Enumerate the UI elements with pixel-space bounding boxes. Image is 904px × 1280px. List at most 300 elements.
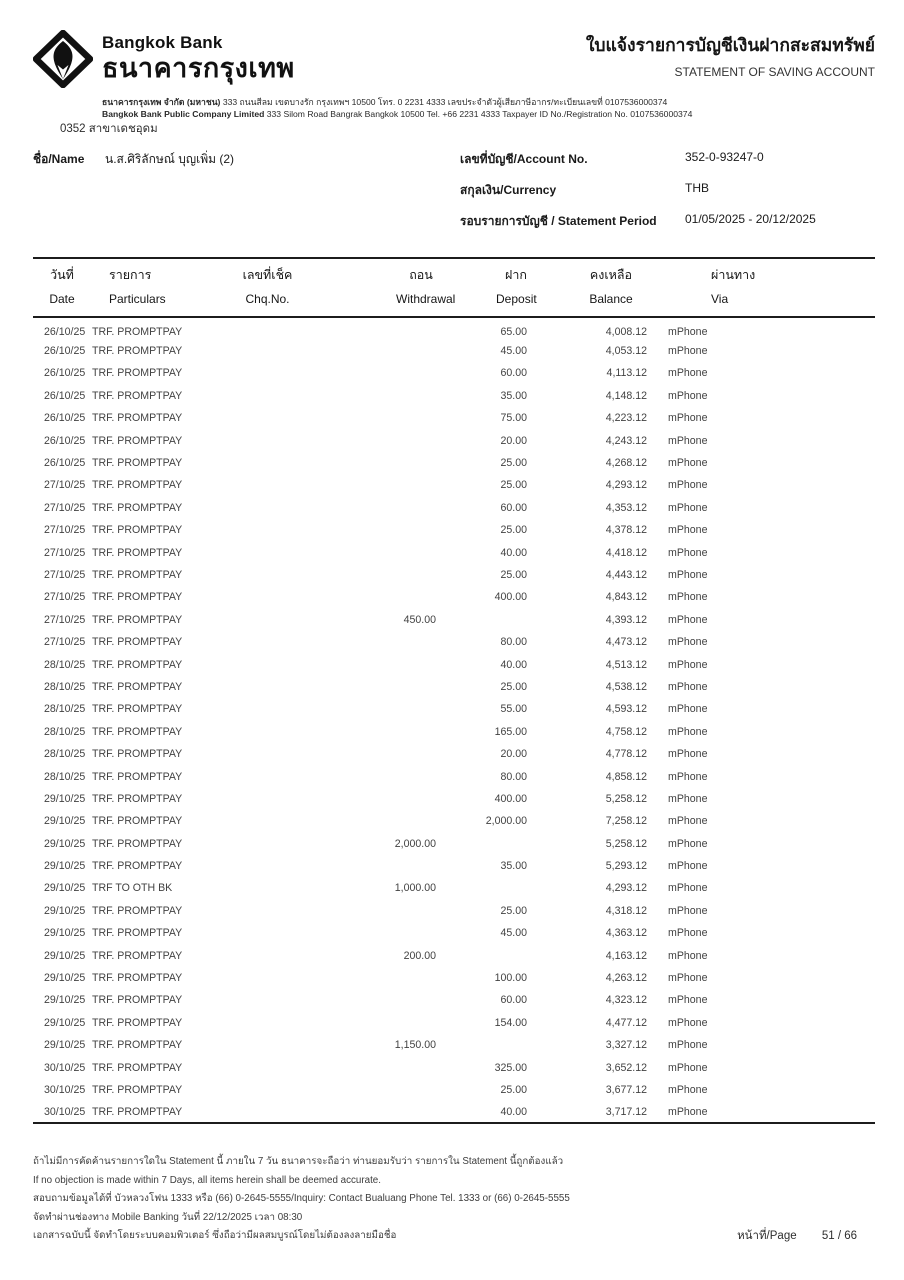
cell-particulars: TRF. PROMPTPAY	[92, 546, 183, 559]
cell-chqno	[231, 832, 316, 854]
footnote-computer-generated: เอกสารฉบับนี้ จัดทำโดยระบบคอมพิวเตอร์ ซึ่งถือว่ามีผลสมบูรณ์โดยไม่ต้องลงลายมือชื่อ	[33, 1230, 397, 1241]
transaction-row	[33, 630, 875, 652]
cell-via: mPhone	[668, 815, 708, 828]
cell-via: mPhone	[668, 345, 708, 358]
cell-withdrawal	[316, 541, 446, 563]
transaction-row	[33, 519, 875, 541]
bank-address-th	[102, 97, 822, 109]
bank-address-th-bold: ธนาคารกรุงเทพ จำกัด (มหาชน)	[102, 97, 221, 107]
cell-date: 28/10/25	[44, 680, 86, 693]
cell-particulars: TRF. PROMPTPAY	[92, 479, 183, 492]
cell-particulars: TRF. PROMPTPAY	[92, 703, 183, 716]
cell-date: 28/10/25	[44, 770, 86, 783]
cell-particulars: TRF. PROMPTPAY	[92, 972, 183, 985]
transaction-row	[33, 1034, 875, 1056]
cell-deposit: 25.00	[500, 568, 527, 581]
cell-particulars: TRF. PROMPTPAY	[92, 367, 183, 380]
cell-via: mPhone	[668, 412, 708, 425]
bangkok-bank-logo-icon	[33, 30, 93, 88]
cell-particulars: TRF. PROMPTPAY	[92, 792, 183, 805]
cell-chqno	[231, 698, 316, 720]
cell-balance: 3,327.12	[605, 1039, 647, 1052]
cell-date: 29/10/25	[44, 815, 86, 828]
cell-chqno	[231, 362, 316, 384]
cell-balance: 4,593.12	[605, 703, 647, 716]
transaction-row	[33, 899, 875, 921]
cell-withdrawal: 1,150.00	[394, 1039, 436, 1052]
cell-chqno	[231, 608, 316, 630]
cell-via: mPhone	[668, 837, 708, 850]
cell-date: 29/10/25	[44, 1039, 86, 1052]
cell-deposit: 60.00	[500, 501, 527, 514]
cell-date: 26/10/25	[44, 412, 86, 425]
transaction-row	[33, 922, 875, 944]
col-header-via-th: ผ่านทาง	[711, 268, 756, 282]
cell-date: 30/10/25	[44, 1061, 86, 1074]
cell-date: 29/10/25	[44, 882, 86, 895]
brand-name-th: ธนาคารกรุงเทพ	[102, 53, 295, 83]
cell-withdrawal	[316, 586, 446, 608]
cell-deposit: 65.00	[500, 325, 527, 338]
transaction-row	[33, 966, 875, 988]
cell-withdrawal	[316, 698, 446, 720]
cell-particulars: TRF. PROMPTPAY	[92, 345, 183, 358]
cell-via: mPhone	[668, 748, 708, 761]
cell-chqno	[231, 810, 316, 832]
cell-chqno	[231, 1078, 316, 1100]
cell-balance: 4,293.12	[605, 479, 647, 492]
cell-chqno	[231, 653, 316, 675]
cell-withdrawal	[316, 966, 446, 988]
col-header-deposit-th: ฝาก	[505, 268, 527, 282]
bank-address-en	[102, 109, 822, 121]
transaction-row	[33, 989, 875, 1011]
cell-withdrawal	[316, 429, 446, 451]
cell-chqno	[231, 474, 316, 496]
transaction-row	[33, 429, 875, 451]
cell-deposit: 2,000.00	[485, 815, 527, 828]
col-header-via-en: Via	[711, 292, 729, 306]
col-header-chqno-en: Chq.No.	[245, 292, 290, 306]
cell-deposit: 20.00	[500, 748, 527, 761]
cell-date: 26/10/25	[44, 345, 86, 358]
cell-withdrawal	[316, 1011, 446, 1033]
cell-chqno	[231, 765, 316, 787]
account-no-label: เลขที่บัญชี/Account No.	[460, 152, 588, 166]
cell-withdrawal: 450.00	[403, 613, 436, 626]
page-number-value: 51 / 66	[821, 1230, 857, 1242]
cell-chqno	[231, 384, 316, 406]
cell-particulars: TRF. PROMPTPAY	[92, 748, 183, 761]
cell-withdrawal	[316, 1056, 446, 1078]
cell-chqno	[231, 563, 316, 585]
cell-particulars: TRF. PROMPTPAY	[92, 1083, 183, 1096]
cell-particulars: TRF. PROMPTPAY	[92, 636, 183, 649]
transaction-row	[33, 563, 875, 585]
cell-withdrawal	[316, 384, 446, 406]
cell-date: 27/10/25	[44, 591, 86, 604]
cell-chqno	[231, 630, 316, 652]
cell-balance: 4,538.12	[605, 680, 647, 693]
transactions-body	[33, 317, 875, 1123]
cell-via: mPhone	[668, 434, 708, 447]
account-no-value: 352-0-93247-0	[685, 150, 764, 164]
transaction-row	[33, 742, 875, 764]
cell-deposit: 25.00	[500, 457, 527, 470]
cell-date: 28/10/25	[44, 703, 86, 716]
transaction-row	[33, 496, 875, 518]
brand-block	[102, 33, 295, 83]
cell-balance: 4,443.12	[605, 568, 647, 581]
cell-balance: 4,477.12	[605, 1016, 647, 1029]
cell-balance: 4,163.12	[605, 949, 647, 962]
cell-particulars: TRF. PROMPTPAY	[92, 1016, 183, 1029]
cell-chqno	[231, 1011, 316, 1033]
cell-withdrawal	[316, 653, 446, 675]
currency-label: สกุลเงิน/Currency	[460, 183, 557, 197]
transaction-row	[33, 451, 875, 473]
cell-withdrawal	[316, 989, 446, 1011]
cell-via: mPhone	[668, 367, 708, 380]
cell-via: mPhone	[668, 927, 708, 940]
cell-chqno	[231, 586, 316, 608]
cell-deposit: 20.00	[500, 434, 527, 447]
cell-chqno	[231, 742, 316, 764]
transaction-row	[33, 675, 875, 697]
transaction-row	[33, 608, 875, 630]
cell-deposit: 100.00	[494, 972, 527, 985]
footnote-channel: จัดทำผ่านช่องทาง Mobile Banking วันที่ 22/12/2025 เวลา 08:30	[33, 1211, 303, 1223]
cell-via: mPhone	[668, 1039, 708, 1052]
cell-deposit: 25.00	[500, 479, 527, 492]
bank-address-en-text: 333 Silom Road Bangrak Bangkok 10500 Tel. +66 2231 4333 Taxpayer ID No./Registration No. 0107536000374	[266, 108, 693, 119]
cell-balance: 4,008.12	[605, 325, 647, 338]
cell-balance: 4,363.12	[605, 927, 647, 940]
cell-date: 27/10/25	[44, 546, 86, 559]
cell-chqno	[231, 922, 316, 944]
cell-balance: 4,393.12	[605, 613, 647, 626]
cell-deposit: 80.00	[500, 770, 527, 783]
cell-date: 28/10/25	[44, 658, 86, 671]
col-header-withdrawal-en: Withdrawal	[396, 292, 456, 306]
cell-chqno	[231, 519, 316, 541]
cell-withdrawal	[316, 675, 446, 697]
cell-chqno	[231, 407, 316, 429]
cell-balance: 5,258.12	[605, 792, 647, 805]
col-header-deposit	[446, 258, 536, 317]
col-header-particulars	[91, 258, 231, 317]
cell-date: 30/10/25	[44, 1083, 86, 1096]
cell-balance: 4,353.12	[605, 501, 647, 514]
cell-withdrawal	[316, 765, 446, 787]
statement-period-label: รอบรายการบัญชี / Statement Period	[460, 214, 657, 228]
cell-chqno	[231, 720, 316, 742]
cell-date: 28/10/25	[44, 748, 86, 761]
cell-withdrawal: 200.00	[403, 949, 436, 962]
cell-particulars: TRF. PROMPTPAY	[92, 949, 183, 962]
cell-particulars: TRF. PROMPTPAY	[92, 501, 183, 514]
cell-withdrawal: 2,000.00	[394, 837, 436, 850]
cell-deposit: 25.00	[500, 904, 527, 917]
transaction-row	[33, 832, 875, 854]
cell-via: mPhone	[668, 882, 708, 895]
cell-date: 26/10/25	[44, 367, 86, 380]
document-title-en: STATEMENT OF SAVING ACCOUNT	[674, 65, 875, 79]
cell-deposit	[446, 608, 536, 630]
transaction-row	[33, 474, 875, 496]
cell-via: mPhone	[668, 792, 708, 805]
col-header-particulars-th: รายการ	[109, 268, 152, 282]
cell-balance: 3,652.12	[605, 1061, 647, 1074]
cell-balance: 4,053.12	[605, 345, 647, 358]
cell-withdrawal	[316, 339, 446, 361]
col-header-withdrawal-th: ถอน	[409, 268, 433, 282]
transaction-row	[33, 1011, 875, 1033]
cell-balance: 3,717.12	[605, 1105, 647, 1118]
cell-chqno	[231, 451, 316, 473]
cell-via: mPhone	[668, 949, 708, 962]
bank-address	[102, 97, 822, 120]
col-header-chqno	[231, 258, 316, 317]
cell-chqno	[231, 541, 316, 563]
transaction-row	[33, 1078, 875, 1100]
branch-name: 0352 สาขาเดชอุดม	[60, 123, 158, 135]
footnote-inquiry: สอบถามข้อมูลได้ที่ บัวหลวงโฟน 1333 หรือ (66) 0-2645-5555/Inquiry: Contact Bualuang Phone Tel. 1333 or (66) 0-2645-5555	[33, 1193, 570, 1204]
name-value: น.ส.ศิริลักษณ์ บุญเพิ่ม (2)	[105, 152, 235, 166]
cell-via: mPhone	[668, 613, 708, 626]
cell-particulars: TRF. PROMPTPAY	[92, 658, 183, 671]
transaction-row	[33, 339, 875, 361]
cell-withdrawal	[316, 630, 446, 652]
transaction-row	[33, 317, 875, 339]
cell-deposit: 40.00	[500, 1105, 527, 1118]
cell-via: mPhone	[668, 325, 708, 338]
cell-deposit: 400.00	[494, 591, 527, 604]
col-header-chqno-th: เลขที่เช็ค	[242, 268, 293, 282]
cell-via: mPhone	[668, 1083, 708, 1096]
cell-deposit: 80.00	[500, 636, 527, 649]
cell-withdrawal	[316, 787, 446, 809]
cell-particulars: TRF. PROMPTPAY	[92, 815, 183, 828]
col-header-balance-th: คงเหลือ	[589, 268, 633, 282]
cell-balance: 4,148.12	[605, 389, 647, 402]
transaction-row	[33, 1101, 875, 1123]
cell-deposit	[446, 1034, 536, 1056]
cell-via: mPhone	[668, 972, 708, 985]
cell-via: mPhone	[668, 680, 708, 693]
cell-particulars: TRF. PROMPTPAY	[92, 725, 183, 738]
cell-via: mPhone	[668, 860, 708, 873]
cell-deposit	[446, 944, 536, 966]
col-header-balance-en: Balance	[589, 292, 633, 306]
cell-deposit: 40.00	[500, 658, 527, 671]
transaction-row	[33, 1056, 875, 1078]
cell-via: mPhone	[668, 994, 708, 1007]
cell-chqno	[231, 429, 316, 451]
cell-deposit: 25.00	[500, 680, 527, 693]
transaction-row	[33, 653, 875, 675]
cell-via: mPhone	[668, 591, 708, 604]
transaction-row	[33, 787, 875, 809]
col-header-date-en: Date	[49, 292, 75, 306]
cell-withdrawal	[316, 854, 446, 876]
transaction-row	[33, 698, 875, 720]
document-title	[586, 31, 875, 79]
cell-chqno	[231, 317, 316, 339]
cell-balance: 4,843.12	[605, 591, 647, 604]
cell-chqno	[231, 1101, 316, 1123]
cell-particulars: TRF. PROMPTPAY	[92, 837, 183, 850]
footnote-objection-th: ถ้าไม่มีการคัดค้านรายการใดใน Statement นี้ ภายใน 7 วัน ธนาคารจะถือว่า ท่านยอมรับว่า รายการใน Statement นี้ถูกต้องแล้ว	[33, 1156, 564, 1167]
cell-deposit	[446, 832, 536, 854]
cell-chqno	[231, 339, 316, 361]
transaction-row	[33, 384, 875, 406]
cell-withdrawal	[316, 1078, 446, 1100]
cell-date: 29/10/25	[44, 994, 86, 1007]
cell-balance: 4,318.12	[605, 904, 647, 917]
cell-balance: 4,513.12	[605, 658, 647, 671]
col-header-balance	[536, 258, 656, 317]
cell-particulars: TRF. PROMPTPAY	[92, 524, 183, 537]
transaction-row	[33, 854, 875, 876]
cell-balance: 4,418.12	[605, 546, 647, 559]
cell-withdrawal	[316, 1101, 446, 1123]
cell-via: mPhone	[668, 501, 708, 514]
cell-withdrawal	[316, 317, 446, 339]
cell-particulars: TRF. PROMPTPAY	[92, 860, 183, 873]
cell-deposit: 25.00	[500, 1083, 527, 1096]
col-header-particulars-en: Particulars	[109, 292, 166, 306]
cell-via: mPhone	[668, 725, 708, 738]
cell-via: mPhone	[668, 1105, 708, 1118]
document-title-th: ใบแจ้งรายการบัญชีเงินฝากสะสมทรัพย์	[585, 35, 875, 55]
transaction-row	[33, 810, 875, 832]
brand-name-en: Bangkok Bank	[102, 33, 223, 52]
cell-deposit: 45.00	[500, 345, 527, 358]
cell-deposit: 400.00	[494, 792, 527, 805]
cell-balance: 5,293.12	[605, 860, 647, 873]
cell-withdrawal	[316, 563, 446, 585]
cell-particulars: TRF TO OTH BK	[92, 882, 173, 895]
cell-balance: 5,258.12	[605, 837, 647, 850]
cell-particulars: TRF. PROMPTPAY	[92, 325, 183, 338]
cell-particulars: TRF. PROMPTPAY	[92, 680, 183, 693]
cell-date: 29/10/25	[44, 904, 86, 917]
cell-chqno	[231, 899, 316, 921]
cell-deposit: 165.00	[494, 725, 527, 738]
cell-date: 26/10/25	[44, 325, 86, 338]
cell-balance: 4,758.12	[605, 725, 647, 738]
cell-deposit: 40.00	[500, 546, 527, 559]
cell-chqno	[231, 944, 316, 966]
col-header-deposit-en: Deposit	[496, 292, 537, 306]
cell-via: mPhone	[668, 1061, 708, 1074]
cell-balance: 3,677.12	[605, 1083, 647, 1096]
cell-particulars: TRF. PROMPTPAY	[92, 613, 183, 626]
cell-date: 27/10/25	[44, 501, 86, 514]
cell-date: 27/10/25	[44, 479, 86, 492]
cell-balance: 4,473.12	[605, 636, 647, 649]
cell-particulars: TRF. PROMPTPAY	[92, 389, 183, 402]
cell-withdrawal	[316, 496, 446, 518]
cell-date: 29/10/25	[44, 792, 86, 805]
col-header-via	[656, 258, 875, 317]
transaction-row	[33, 541, 875, 563]
cell-date: 27/10/25	[44, 568, 86, 581]
cell-chqno	[231, 854, 316, 876]
cell-via: mPhone	[668, 658, 708, 671]
cell-date: 26/10/25	[44, 389, 86, 402]
transaction-row	[33, 944, 875, 966]
cell-deposit: 60.00	[500, 994, 527, 1007]
cell-date: 29/10/25	[44, 972, 86, 985]
cell-withdrawal	[316, 899, 446, 921]
cell-date: 27/10/25	[44, 636, 86, 649]
cell-particulars: TRF. PROMPTPAY	[92, 457, 183, 470]
cell-via: mPhone	[668, 1016, 708, 1029]
transactions-table	[33, 257, 875, 1124]
page-number-label: หน้าที่/Page	[737, 1230, 797, 1242]
footnotes	[33, 1153, 733, 1246]
cell-via: mPhone	[668, 904, 708, 917]
cell-via: mPhone	[668, 546, 708, 559]
cell-via: mPhone	[668, 389, 708, 402]
cell-deposit	[446, 877, 536, 899]
transaction-row	[33, 765, 875, 787]
cell-balance: 4,778.12	[605, 748, 647, 761]
cell-withdrawal: 1,000.00	[394, 882, 436, 895]
cell-via: mPhone	[668, 636, 708, 649]
cell-deposit: 35.00	[500, 389, 527, 402]
cell-particulars: TRF. PROMPTPAY	[92, 1061, 183, 1074]
cell-chqno	[231, 787, 316, 809]
cell-date: 27/10/25	[44, 524, 86, 537]
cell-withdrawal	[316, 922, 446, 944]
cell-date: 27/10/25	[44, 613, 86, 626]
cell-balance: 4,378.12	[605, 524, 647, 537]
bank-address-en-bold: Bangkok Bank Public Company Limited	[102, 108, 265, 119]
cell-withdrawal	[316, 407, 446, 429]
cell-via: mPhone	[668, 703, 708, 716]
cell-date: 29/10/25	[44, 949, 86, 962]
cell-deposit: 325.00	[494, 1061, 527, 1074]
col-header-withdrawal	[316, 258, 456, 317]
page-number	[737, 1227, 857, 1245]
cell-via: mPhone	[668, 524, 708, 537]
cell-via: mPhone	[668, 479, 708, 492]
cell-deposit: 60.00	[500, 367, 527, 380]
cell-balance: 4,858.12	[605, 770, 647, 783]
cell-withdrawal	[316, 720, 446, 742]
cell-particulars: TRF. PROMPTPAY	[92, 927, 183, 940]
bank-address-th-text: 333 ถนนสีลม เขตบางรัก กรุงเทพฯ 10500 โทร. 0 2231 4333 เลขประจำตัวผู้เสียภาษีอากร/ทะเบียนเลขที่ 0107536000374	[222, 97, 668, 107]
cell-balance: 7,258.12	[605, 815, 647, 828]
cell-balance: 4,243.12	[605, 434, 647, 447]
col-header-date-th: วันที่	[50, 268, 74, 282]
cell-particulars: TRF. PROMPTPAY	[92, 1105, 183, 1118]
col-header-date	[33, 258, 91, 317]
cell-withdrawal	[316, 742, 446, 764]
cell-balance: 4,323.12	[605, 994, 647, 1007]
cell-particulars: TRF. PROMPTPAY	[92, 1039, 183, 1052]
cell-chqno	[231, 989, 316, 1011]
cell-date: 29/10/25	[44, 837, 86, 850]
currency-value: THB	[685, 181, 709, 195]
cell-via: mPhone	[668, 457, 708, 470]
cell-withdrawal	[316, 474, 446, 496]
cell-balance: 4,268.12	[605, 457, 647, 470]
cell-withdrawal	[316, 810, 446, 832]
